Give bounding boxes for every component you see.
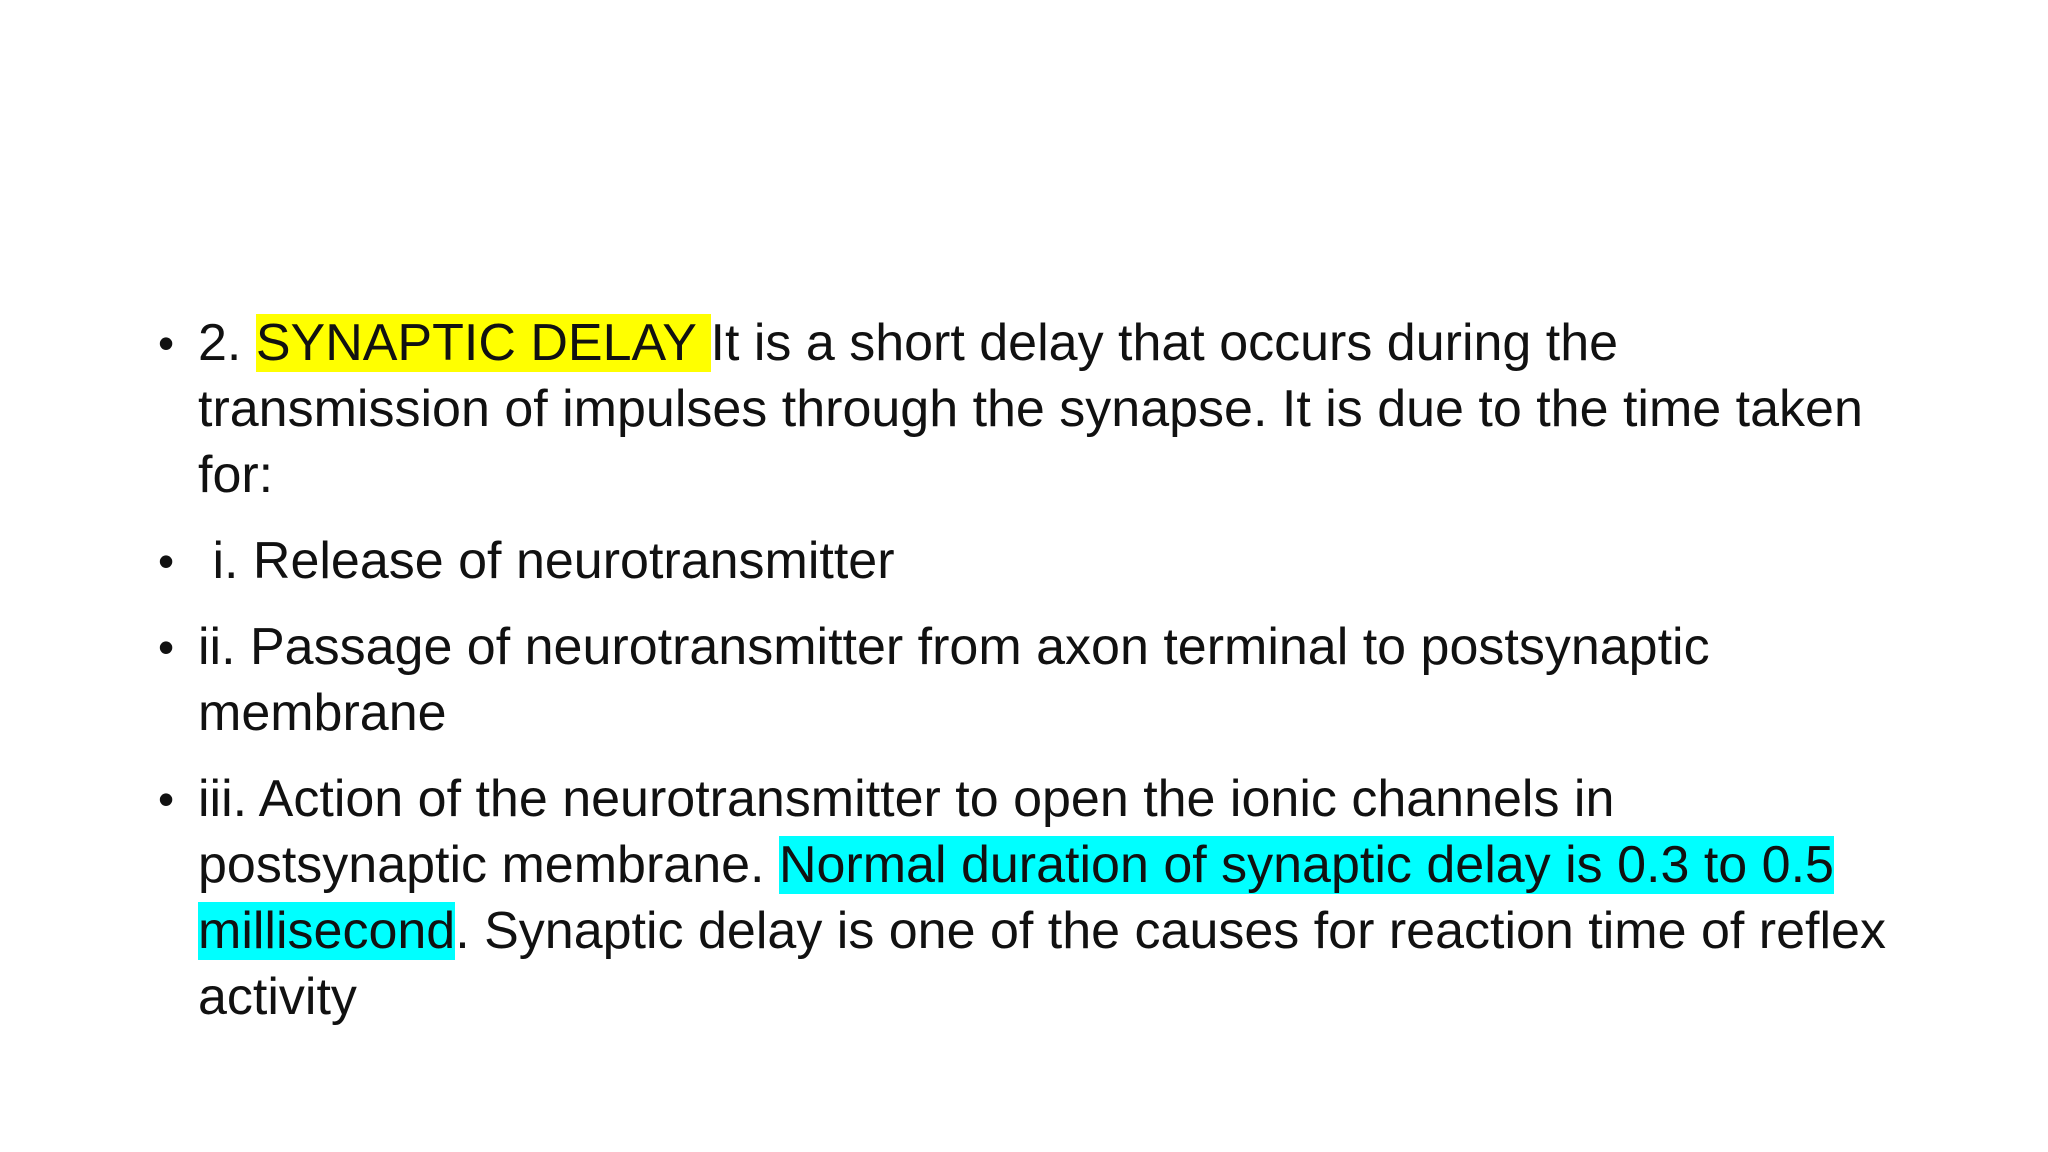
bullet-release [150, 528, 1900, 594]
bullet-dot-icon: • [158, 621, 175, 673]
bullet-passage [150, 614, 1900, 746]
bullet-dot-icon: • [158, 535, 175, 587]
bullet-action [150, 766, 1900, 1030]
bullet-dot-icon: • [158, 773, 175, 825]
highlighted-term: SYNAPTIC DELAY [255, 314, 711, 372]
bullet-synaptic-delay [150, 310, 1900, 508]
bullet-text: It is a short delay that occurs during the transmission of impulses through the synapse. It is due to the time taken for: [198, 314, 1863, 504]
bullet-text-after: . Synaptic delay is one of the causes for reaction time of reflex activity [198, 902, 1886, 1026]
highlighted-duration: Normal duration of synaptic delay is 0.3 to 0.5 millisecond [198, 836, 1834, 960]
bullet-text: i. Release of neurotransmitter [198, 532, 895, 590]
bullet-text-before: iii. Action of the neurotransmitter to open the ionic channels in postsynaptic membrane. [198, 770, 1615, 894]
bullet-dot-icon: • [158, 317, 175, 369]
bullet-text: ii. Passage of neurotransmitter from axon terminal to postsynaptic membrane [198, 618, 1710, 742]
bullet-prefix: 2. [198, 314, 256, 372]
bullet-list [150, 310, 1900, 1050]
